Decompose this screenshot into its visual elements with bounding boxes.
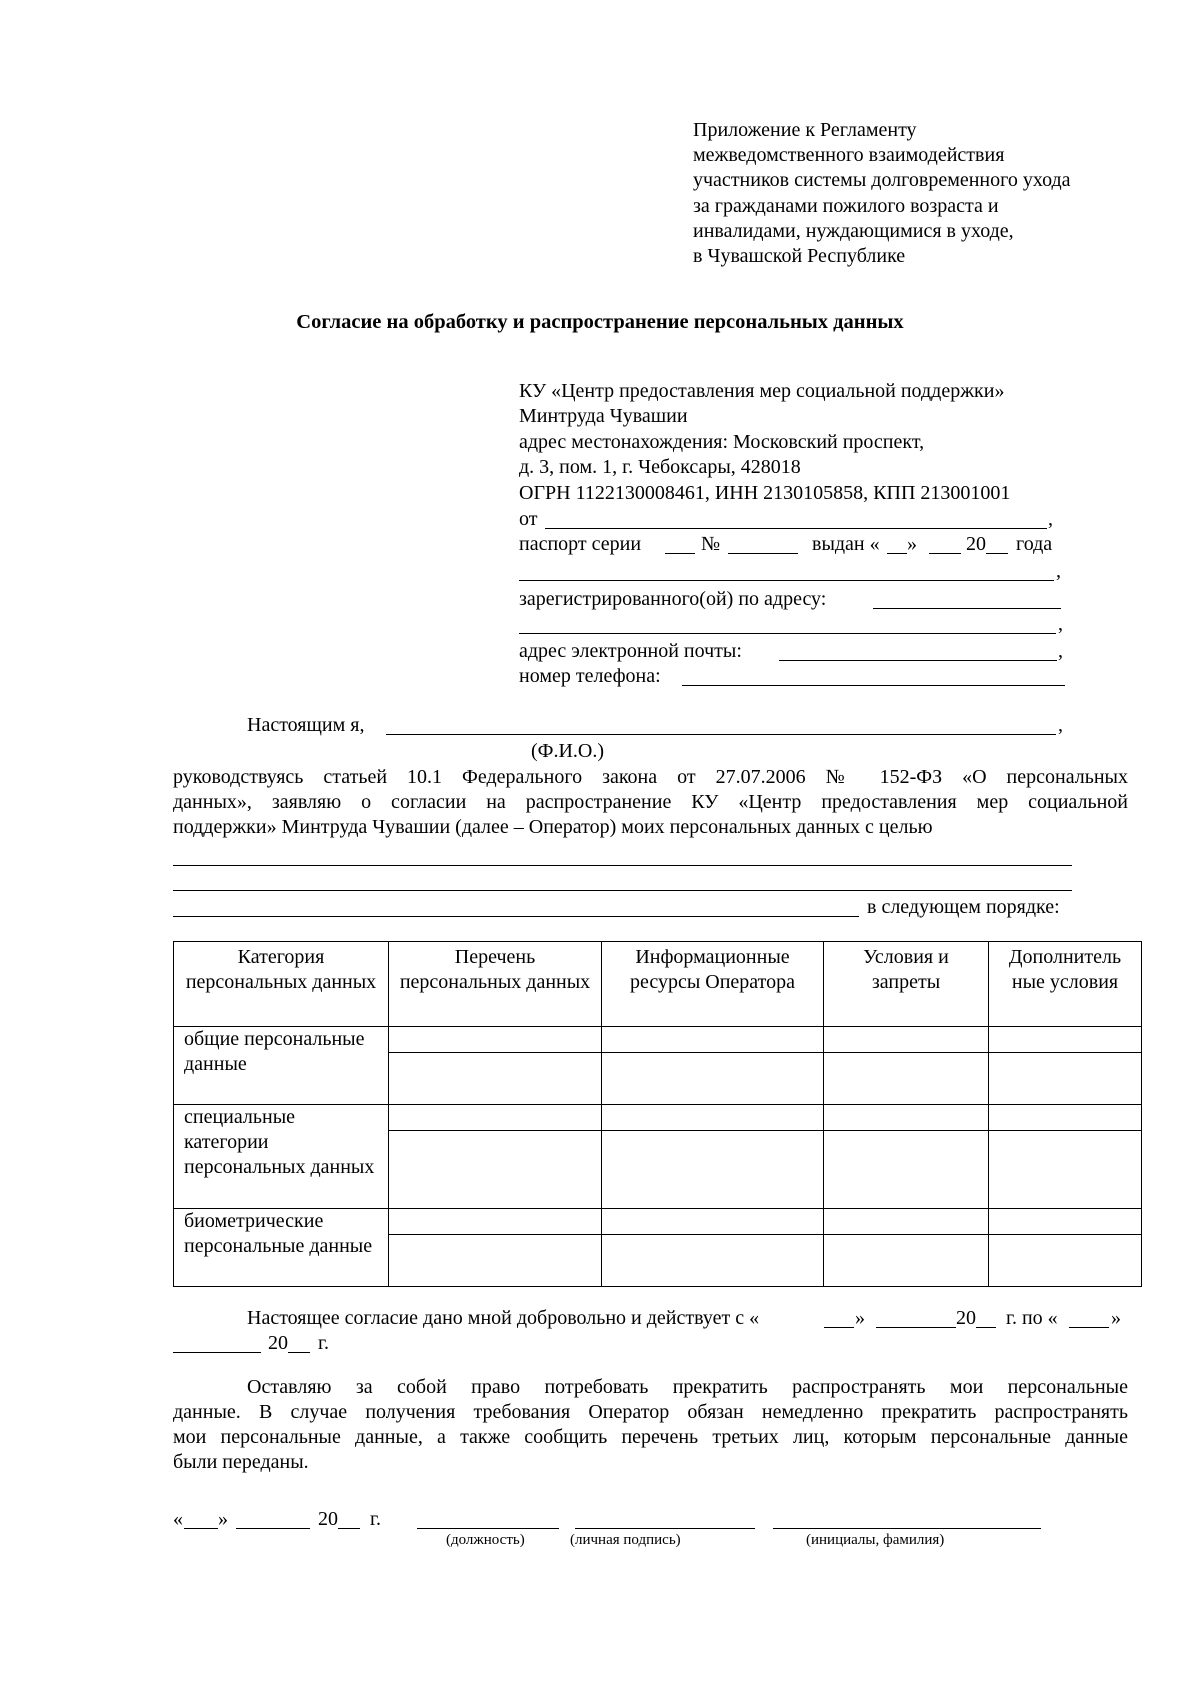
table-header-row [174, 942, 1142, 1027]
appendix-line: в Чувашской Республике [693, 245, 906, 268]
document-title: Согласие на обработку и распространение персональных данных [296, 311, 904, 333]
fio-caption: (Ф.И.О.) [531, 740, 605, 762]
year-prefix: 20 [966, 533, 986, 555]
table-cell[interactable] [389, 1209, 602, 1235]
personal-data-table [173, 941, 1142, 1287]
signature-caption: (личная подпись) [570, 1532, 681, 1548]
registered-address-field-2[interactable] [519, 633, 1056, 634]
comma: , [1058, 714, 1063, 736]
position-field[interactable] [417, 1528, 559, 1529]
revoke-line: мои персональные данные, а также сообщить перечень третьих лиц, которым персональные данные [173, 1426, 1128, 1448]
from-field-line[interactable] [545, 528, 1047, 529]
year-prefix: 20 [268, 1332, 288, 1354]
sign-day-field[interactable] [184, 1528, 218, 1529]
name-field[interactable] [773, 1528, 1041, 1529]
revoke-line: Оставляю за собой право потребовать прекратить распространять мои персональные [247, 1376, 1128, 1398]
phone-label: номер телефона: [519, 665, 661, 687]
table-cell[interactable] [602, 1131, 824, 1209]
validity-text: Настоящее согласие дано мной добровольно и действует с « [247, 1307, 760, 1329]
addressee-line5: ОГРН 1122130008461, ИНН 2130105858, КПП 213001001 [519, 482, 1011, 504]
purpose-field-1[interactable] [173, 865, 1072, 866]
table-cell[interactable] [602, 1209, 824, 1235]
passport-number-field[interactable] [728, 553, 798, 554]
registered-label: зарегистрированного(ой) по адресу: [519, 588, 827, 610]
email-label: адрес электронной почты: [519, 640, 742, 662]
addressee-line2: Минтруда Чувашии [519, 405, 688, 427]
table-header-cell: Информационные ресурсы Оператора [602, 942, 824, 1027]
table-cell[interactable] [824, 1209, 989, 1235]
comma: , [1058, 613, 1063, 635]
sign-month-field[interactable] [236, 1528, 310, 1529]
appendix-line: Приложение к Регламенту [693, 119, 917, 141]
table-cell[interactable] [389, 1053, 602, 1105]
table-cell[interactable] [989, 1131, 1142, 1209]
declaration-line: данных», заявляю о согласии на распространение КУ «Центр предоставления мер социальной [173, 791, 1128, 813]
table-cell[interactable] [824, 1105, 989, 1131]
declaration-body [173, 765, 1128, 840]
appendix-note [693, 118, 1163, 269]
quote-close: » [907, 533, 917, 555]
year-suffix: г. [370, 1508, 381, 1530]
table-header-cell: Условия и запреты [824, 942, 989, 1027]
table-cell[interactable] [989, 1105, 1142, 1131]
table-row [174, 1209, 1142, 1235]
purpose-field-2[interactable] [173, 890, 1072, 891]
valid-from-month-field[interactable] [876, 1327, 956, 1328]
table-cell[interactable] [989, 1209, 1142, 1235]
table-cell[interactable] [989, 1235, 1142, 1287]
signature-field[interactable] [575, 1528, 755, 1529]
year-prefix: 20 [956, 1307, 976, 1329]
name-caption: (инициалы, фамилия) [806, 1532, 945, 1548]
declaration-line: руководствуясь статьей 10.1 Федерального закона от 27.07.2006 № 152-ФЗ «О персональных [173, 766, 1128, 788]
email-field[interactable] [779, 660, 1057, 661]
table-cell[interactable] [389, 1105, 602, 1131]
table-cell[interactable] [989, 1027, 1142, 1053]
table-cell[interactable] [602, 1053, 824, 1105]
order-text: в следующем порядке: [867, 896, 1060, 918]
passport-issuer-field[interactable] [519, 580, 1054, 581]
table-cell[interactable] [602, 1235, 824, 1287]
addressee-line4: д. 3, пом. 1, г. Чебоксары, 428018 [519, 456, 801, 478]
appendix-line: межведомственного взаимодействия [693, 144, 1005, 167]
revoke-line: были переданы. [173, 1451, 309, 1473]
issued-month-field[interactable] [929, 553, 961, 554]
table-cell[interactable] [824, 1053, 989, 1105]
table-cell[interactable] [389, 1027, 602, 1053]
table-cell[interactable] [824, 1027, 989, 1053]
category-cell: биометрические персональные данные [174, 1209, 389, 1287]
comma: , [1056, 560, 1061, 582]
table-header-cell: Категория персональных данных [174, 942, 389, 1027]
registered-address-field[interactable] [873, 608, 1061, 609]
appendix-line: инвалидами, нуждающимися в уходе, [693, 219, 1014, 242]
passport-number-label: № [701, 533, 721, 555]
fio-field[interactable] [386, 734, 1056, 735]
table-cell[interactable] [989, 1053, 1142, 1105]
table-cell[interactable] [824, 1131, 989, 1209]
revoke-line: данные. В случае получения требования Оператор обязан немедленно прекратить распространять [173, 1401, 1128, 1423]
table-cell[interactable] [389, 1131, 602, 1209]
table-header-cell: Дополнитель ные условия [989, 942, 1142, 1027]
quote-close: » [855, 1307, 865, 1329]
declaration-line: поддержки» Минтруда Чувашии (далее – Оператор) моих персональных данных с целью [173, 816, 933, 838]
issued-label: выдан « [812, 533, 880, 555]
table-row [174, 1105, 1142, 1131]
table-cell[interactable] [389, 1235, 602, 1287]
revoke-paragraph [173, 1375, 1128, 1475]
quote-close: » [218, 1508, 228, 1530]
addressee-line3: адрес местонахождения: Московский проспект, [519, 431, 925, 453]
passport-series-field[interactable] [665, 553, 695, 554]
purpose-field-3[interactable] [173, 916, 859, 917]
valid-to-year-field[interactable] [288, 1352, 310, 1353]
declaration-intro: Настоящим я, [247, 714, 365, 736]
appendix-line: за гражданами пожилого возраста и [693, 194, 999, 217]
from-label: от [519, 508, 538, 530]
appendix-line: участников системы долговременного ухода [693, 169, 1071, 192]
position-caption: (должность) [446, 1532, 525, 1548]
valid-to-month-field[interactable] [173, 1352, 261, 1353]
table-cell[interactable] [602, 1105, 824, 1131]
quote-close: » [1111, 1307, 1121, 1329]
issued-day-field[interactable] [887, 553, 907, 554]
sign-year-field[interactable] [338, 1528, 360, 1529]
year-word: года [1016, 533, 1053, 555]
year-prefix: 20 [318, 1508, 338, 1530]
valid-from-year-field[interactable] [976, 1327, 996, 1328]
comma: , [1048, 508, 1053, 530]
table-cell[interactable] [602, 1027, 824, 1053]
issued-year-field[interactable] [986, 553, 1008, 554]
table-header-cell: Перечень персональных данных [389, 942, 602, 1027]
valid-to-label: г. по « [1006, 1307, 1058, 1329]
passport-series-label: паспорт серии [519, 533, 642, 555]
valid-to-day-field[interactable] [1069, 1327, 1109, 1328]
comma: , [1058, 640, 1063, 662]
addressee-line1: КУ «Центр предоставления мер социальной поддержки» [519, 380, 1005, 402]
category-cell: общие персональные данные [174, 1027, 389, 1105]
table-cell[interactable] [824, 1235, 989, 1287]
phone-field[interactable] [682, 685, 1065, 686]
valid-from-day-field[interactable] [824, 1327, 854, 1328]
table-row [174, 1027, 1142, 1053]
category-cell: специальные категории персональных данных [174, 1105, 389, 1209]
year-suffix: г. [318, 1332, 329, 1354]
quote-open: « [173, 1508, 183, 1530]
